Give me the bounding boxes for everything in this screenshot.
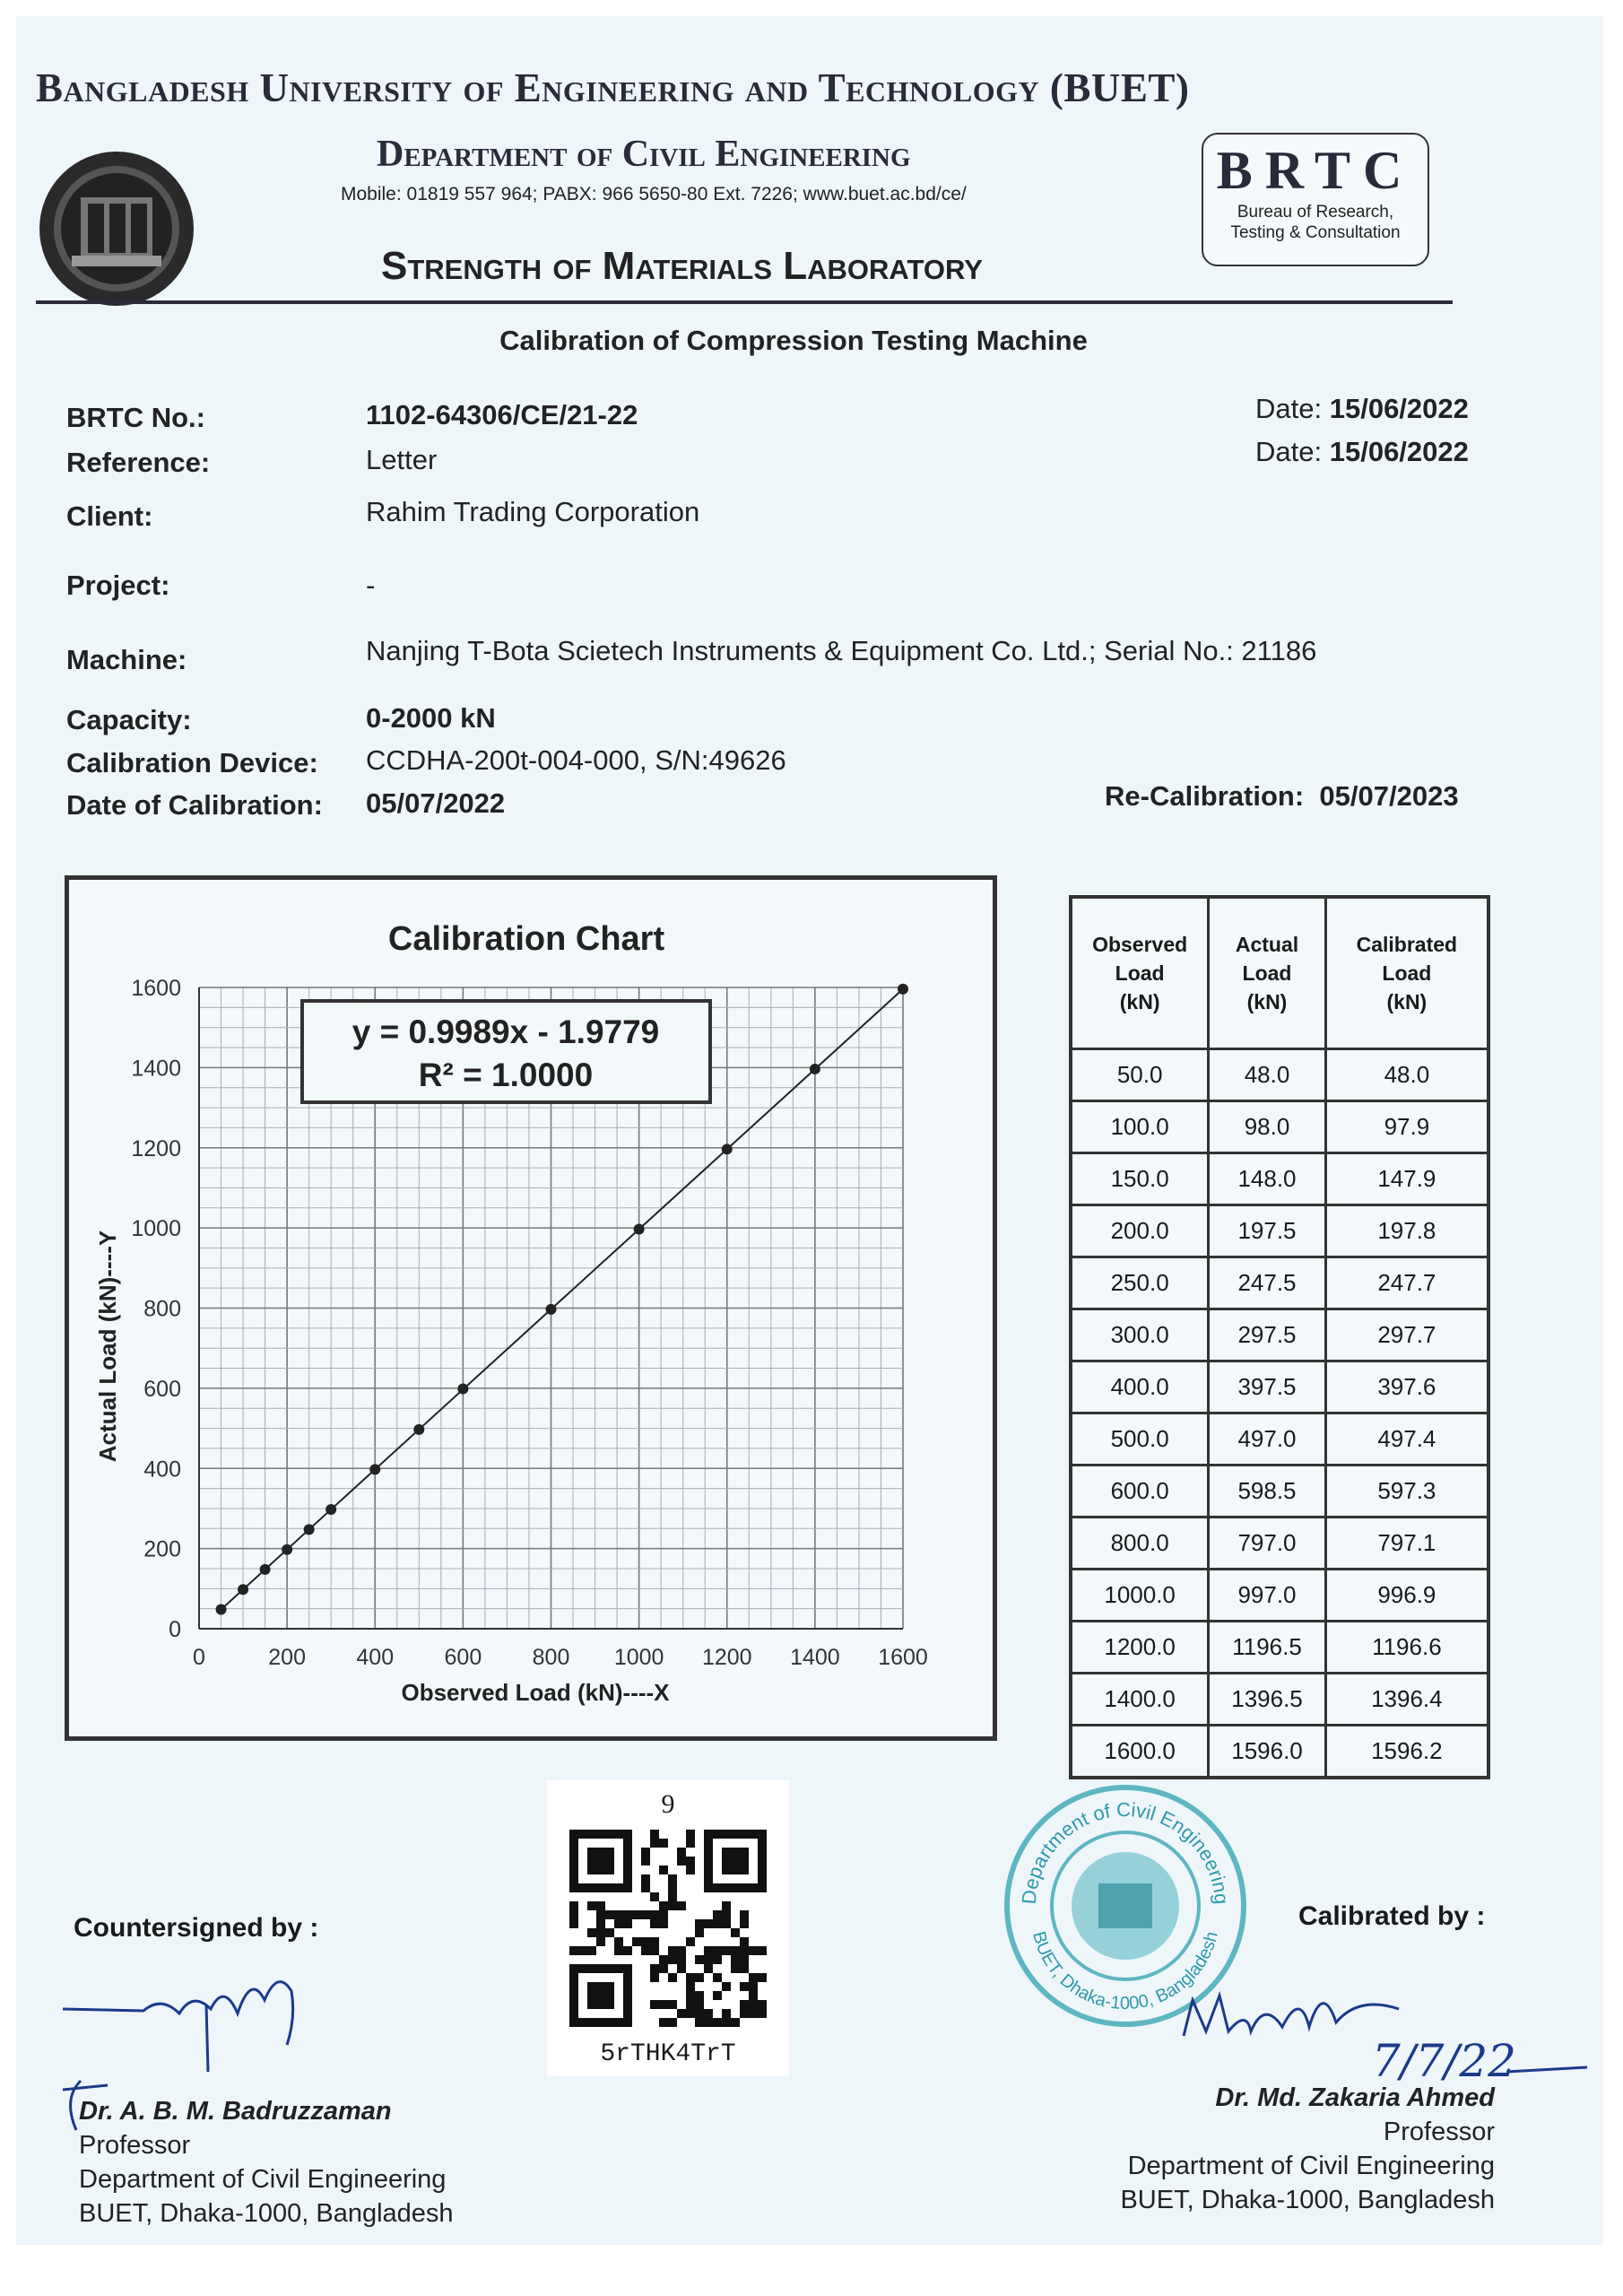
right-signatory-title: Professor	[1383, 2118, 1495, 2146]
x-tick-label: 200	[268, 1645, 306, 1670]
observed-load-cell: 100.0	[1071, 1101, 1209, 1153]
client-value: Rahim Trading Corporation	[366, 496, 700, 527]
table-row	[1071, 1622, 1488, 1674]
observed-load-cell: 1400.0	[1071, 1674, 1209, 1726]
calibrated-load-cell: 48.0	[1325, 1049, 1488, 1101]
y-tick-label: 1000	[131, 1216, 181, 1242]
calibrated-load-cell: 996.9	[1325, 1570, 1488, 1622]
header-line: Load	[1115, 961, 1165, 985]
device-value: CCDHA-200t-004-000, S/N:49626	[366, 744, 786, 776]
x-tick-label: 1400	[790, 1645, 840, 1670]
right-signatory	[1089, 2081, 1495, 2217]
actual-load-cell: 497.0	[1209, 1413, 1325, 1465]
actual-load-cell: 247.5	[1209, 1257, 1325, 1309]
actual-load-cell: 397.5	[1209, 1361, 1325, 1413]
device-label: Calibration Device:	[66, 747, 318, 778]
data-point	[369, 1464, 380, 1474]
calibrated-load-cell: 397.6	[1325, 1361, 1488, 1413]
project-value: -	[366, 570, 376, 601]
header-line: Load	[1242, 961, 1292, 985]
actual-load-cell: 48.0	[1209, 1049, 1325, 1101]
table-row	[1071, 1413, 1488, 1465]
handwritten-date: 7/7/22	[1372, 2035, 1516, 2087]
observed-load-cell: 300.0	[1071, 1309, 1209, 1361]
actual-load-cell: 197.5	[1209, 1205, 1325, 1257]
r-squared: R² = 1.0000	[418, 1057, 594, 1093]
table-row	[1071, 1101, 1488, 1153]
header-actual-load	[1209, 897, 1325, 1049]
actual-load-cell: 148.0	[1209, 1153, 1325, 1205]
reference-label: Reference:	[66, 447, 211, 478]
header-line: Load	[1382, 961, 1432, 985]
actual-load-cell: 797.0	[1209, 1518, 1325, 1570]
right-signatory-address: BUET, Dhaka-1000, Bangladesh	[1120, 2186, 1495, 2214]
seal-bottom-text: BUET, Dhaka-1000, Bangladesh	[1028, 1929, 1222, 2014]
actual-load-cell: 1596.0	[1209, 1726, 1325, 1779]
observed-load-cell: 500.0	[1071, 1413, 1209, 1465]
date-value-2: 15/06/2022	[1329, 436, 1469, 467]
x-axis-label: Observed Load (kN)----X	[401, 1679, 670, 1706]
table-header-row	[1071, 897, 1488, 1049]
header-observed-load	[1071, 897, 1209, 1049]
y-tick-label: 1400	[131, 1056, 181, 1082]
brtc-no-value: 1102-64306/CE/21-22	[366, 399, 638, 430]
recalibration-line	[1105, 780, 1459, 813]
university-title: Bangladesh University of Engineering and Technology (BUET)	[36, 65, 1190, 110]
date-value-1: 15/06/2022	[1329, 393, 1469, 424]
observed-load-cell: 400.0	[1071, 1361, 1209, 1413]
observed-load-cell: 50.0	[1071, 1049, 1209, 1101]
left-signatory-name: Dr. A. B. M. Badruzzaman	[79, 2097, 392, 2126]
machine-label: Machine:	[66, 644, 187, 675]
brtc-badge	[1202, 133, 1429, 266]
table-row	[1071, 1465, 1488, 1518]
data-point	[260, 1564, 271, 1575]
document-title: Calibration of Compression Testing Machine	[499, 325, 1088, 356]
x-tick-label: 1600	[878, 1645, 928, 1670]
date-label-1: Date:	[1255, 393, 1323, 424]
actual-load-cell: 598.5	[1209, 1465, 1325, 1518]
data-point	[898, 984, 908, 995]
left-signatory-title: Professor	[79, 2131, 191, 2160]
calibrated-load-cell: 247.7	[1325, 1257, 1488, 1309]
observed-load-cell: 250.0	[1071, 1257, 1209, 1309]
x-tick-label: 1000	[613, 1645, 664, 1670]
chart-canvas	[69, 880, 993, 1736]
data-point	[413, 1424, 424, 1435]
table-row	[1071, 1153, 1488, 1205]
left-signatory-address: BUET, Dhaka-1000, Bangladesh	[79, 2199, 454, 2228]
table-row	[1071, 1257, 1488, 1309]
actual-load-cell: 997.0	[1209, 1570, 1325, 1622]
left-signatory-dept: Department of Civil Engineering	[79, 2165, 447, 2194]
calibration-date-value: 05/07/2022	[366, 787, 506, 819]
y-tick-label: 1600	[131, 976, 181, 1001]
header-line: (kN)	[1246, 990, 1288, 1013]
calibrated-load-cell: 147.9	[1325, 1153, 1488, 1205]
header-line: Actual	[1235, 933, 1299, 956]
data-point	[810, 1064, 820, 1074]
seal-top-text: Department of Civil Engineering	[1017, 1797, 1234, 1906]
y-tick-label: 600	[143, 1376, 181, 1402]
recalibration-value: 05/07/2023	[1319, 780, 1459, 812]
calibrated-load-cell: 597.3	[1325, 1465, 1488, 1518]
data-point	[634, 1223, 645, 1234]
table-row	[1071, 1049, 1488, 1101]
header-line: Observed	[1092, 933, 1188, 956]
table-body	[1071, 1049, 1488, 1779]
y-tick-label: 400	[143, 1457, 181, 1483]
capacity-label: Capacity:	[66, 704, 192, 735]
observed-load-cell: 800.0	[1071, 1518, 1209, 1570]
y-tick-label: 0	[169, 1617, 181, 1642]
calibrated-load-cell: 1596.2	[1325, 1726, 1488, 1779]
data-point	[457, 1384, 468, 1395]
machine-value: Nanjing T-Bota Scietech Instruments & Equipment Co. Ltd.; Serial No.: 21186	[366, 635, 1317, 666]
qr-code-icon	[569, 1830, 767, 2027]
header-divider	[36, 300, 1453, 304]
x-tick-label: 400	[356, 1645, 395, 1670]
left-signatory	[79, 2094, 454, 2231]
observed-load-cell: 600.0	[1071, 1465, 1209, 1518]
x-tick-label: 800	[532, 1645, 570, 1670]
observed-load-cell: 1600.0	[1071, 1726, 1209, 1779]
data-point	[325, 1504, 336, 1515]
project-label: Project:	[66, 570, 170, 601]
x-tick-label: 1200	[701, 1645, 752, 1670]
data-point	[216, 1605, 227, 1615]
observed-load-cell: 150.0	[1071, 1153, 1209, 1205]
x-tick-label: 600	[444, 1645, 482, 1670]
recalibration-label: Re-Calibration:	[1105, 780, 1305, 812]
chart-title: Calibration Chart	[387, 920, 665, 958]
buet-logo-icon	[36, 148, 197, 309]
actual-load-cell: 297.5	[1209, 1309, 1325, 1361]
table-row	[1071, 1570, 1488, 1622]
y-axis-label: Actual Load (kN)----Y	[94, 1230, 121, 1463]
calibration-chart	[65, 875, 997, 1741]
capacity-value: 0-2000 kN	[366, 702, 496, 734]
qr-code-text: 5rTHK4TrT	[600, 2040, 736, 2068]
data-point	[282, 1544, 292, 1555]
calibrated-load-cell: 297.7	[1325, 1309, 1488, 1361]
observed-load-cell: 200.0	[1071, 1205, 1209, 1257]
right-signatory-dept: Department of Civil Engineering	[1127, 2152, 1495, 2180]
department-name: Department of Civil Engineering	[377, 134, 911, 175]
calibration-date-label: Date of Calibration:	[66, 789, 323, 821]
header-line: Calibrated	[1356, 933, 1458, 956]
right-signatory-name: Dr. Md. Zakaria Ahmed	[1215, 2083, 1495, 2112]
data-point	[238, 1584, 248, 1595]
table-row	[1071, 1309, 1488, 1361]
table-row	[1071, 1726, 1488, 1779]
actual-load-cell: 1196.5	[1209, 1622, 1325, 1674]
table-row	[1071, 1674, 1488, 1726]
client-label: Client:	[66, 500, 153, 532]
data-point	[546, 1304, 557, 1315]
date-line-1	[1255, 393, 1469, 425]
header-line: (kN)	[1386, 990, 1428, 1013]
actual-load-cell: 1396.5	[1209, 1674, 1325, 1726]
header-line: (kN)	[1119, 990, 1160, 1013]
contact-info: Mobile: 01819 557 964; PABX: 966 5650-80 Ext. 7226; www.buet.ac.bd/ce/	[341, 184, 967, 204]
date-label-2: Date:	[1255, 436, 1323, 467]
regression-equation: y = 0.9989x - 1.9779	[352, 1013, 660, 1050]
countersigned-label: Countersigned by :	[74, 1913, 319, 1943]
brtc-no-label: BRTC No.:	[66, 402, 205, 433]
table-row	[1071, 1518, 1488, 1570]
calibrated-load-cell: 497.4	[1325, 1413, 1488, 1465]
calibrated-load-cell: 97.9	[1325, 1101, 1488, 1153]
qr-block	[547, 1780, 789, 2076]
calibrated-load-cell: 197.8	[1325, 1205, 1488, 1257]
brtc-letters: BRTC	[1216, 141, 1415, 200]
y-tick-label: 200	[143, 1536, 181, 1562]
table-row	[1071, 1361, 1488, 1413]
date-line-2	[1255, 436, 1469, 468]
calibrated-label: Calibrated by :	[1298, 1901, 1486, 1931]
calibrated-load-cell: 1196.6	[1325, 1622, 1488, 1674]
brtc-subtitle-2: Testing & Consultation	[1230, 223, 1401, 242]
table-row	[1071, 1205, 1488, 1257]
y-tick-label: 800	[143, 1296, 181, 1322]
data-point	[722, 1144, 733, 1154]
y-tick-label: 1200	[131, 1135, 181, 1161]
observed-load-cell: 1200.0	[1071, 1622, 1209, 1674]
page-number: 9	[661, 1789, 675, 1819]
observed-load-cell: 1000.0	[1071, 1570, 1209, 1622]
actual-load-cell: 98.0	[1209, 1101, 1325, 1153]
calibrated-load-cell: 797.1	[1325, 1518, 1488, 1570]
calibration-table	[1069, 895, 1490, 1779]
reference-value: Letter	[366, 444, 438, 475]
laboratory-name: Strength of Materials Laboratory	[381, 244, 983, 288]
brtc-subtitle-1: Bureau of Research,	[1237, 203, 1394, 222]
header-calibrated-load	[1325, 897, 1488, 1049]
data-point	[304, 1524, 315, 1535]
x-tick-label: 0	[193, 1645, 205, 1670]
calibrated-load-cell: 1396.4	[1325, 1674, 1488, 1726]
